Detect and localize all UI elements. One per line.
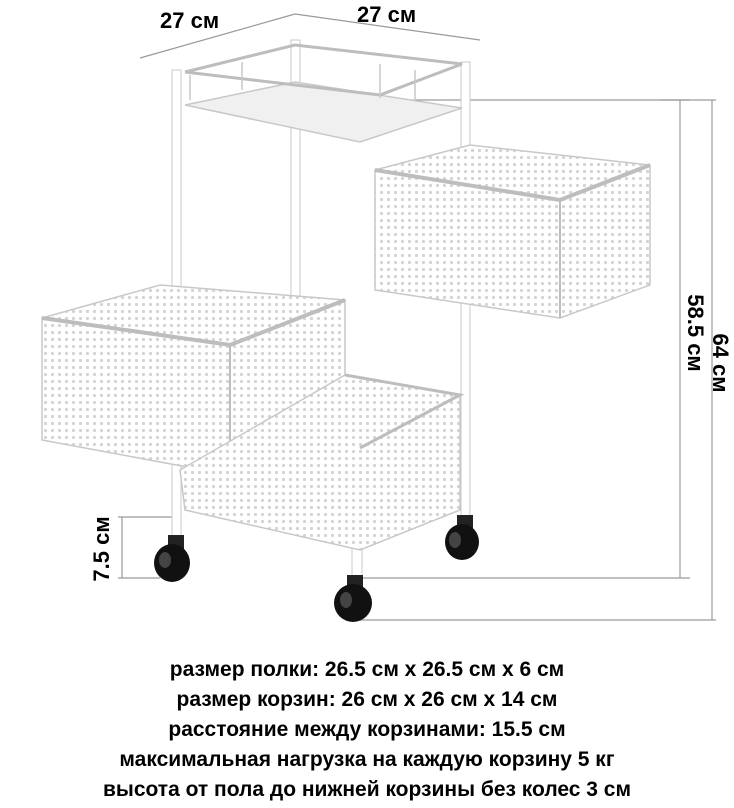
wheel-front xyxy=(334,575,372,622)
wheel-right xyxy=(445,515,479,560)
specifications-block xyxy=(0,655,734,805)
top-shelf-tray xyxy=(185,82,462,142)
clearance-label: 7.5 см xyxy=(89,516,114,582)
spec-basket-size: размер корзин: 26 см х 26 см х 14 см xyxy=(176,688,558,711)
spec-basket-spacing: расстояние между корзинами: 15.5 см xyxy=(168,718,566,741)
width-left-label: 27 см xyxy=(160,8,220,33)
spec-floor-clearance: высота от пола до нижней корзины без колес 3 см xyxy=(102,778,632,801)
wheel-left xyxy=(154,535,190,582)
width-right-label: 27 см xyxy=(357,2,417,27)
frame-height-label: 58.5 см xyxy=(683,294,708,372)
spec-max-load: максимальная нагрузка на каждую корзину 5 кг xyxy=(119,748,615,771)
total-height-label: 64 см xyxy=(708,333,733,393)
spec-shelf-size: размер полки: 26.5 см х 26.5 см х 6 см xyxy=(169,658,565,681)
basket-top-right xyxy=(375,145,650,318)
top-shelf xyxy=(185,45,462,142)
